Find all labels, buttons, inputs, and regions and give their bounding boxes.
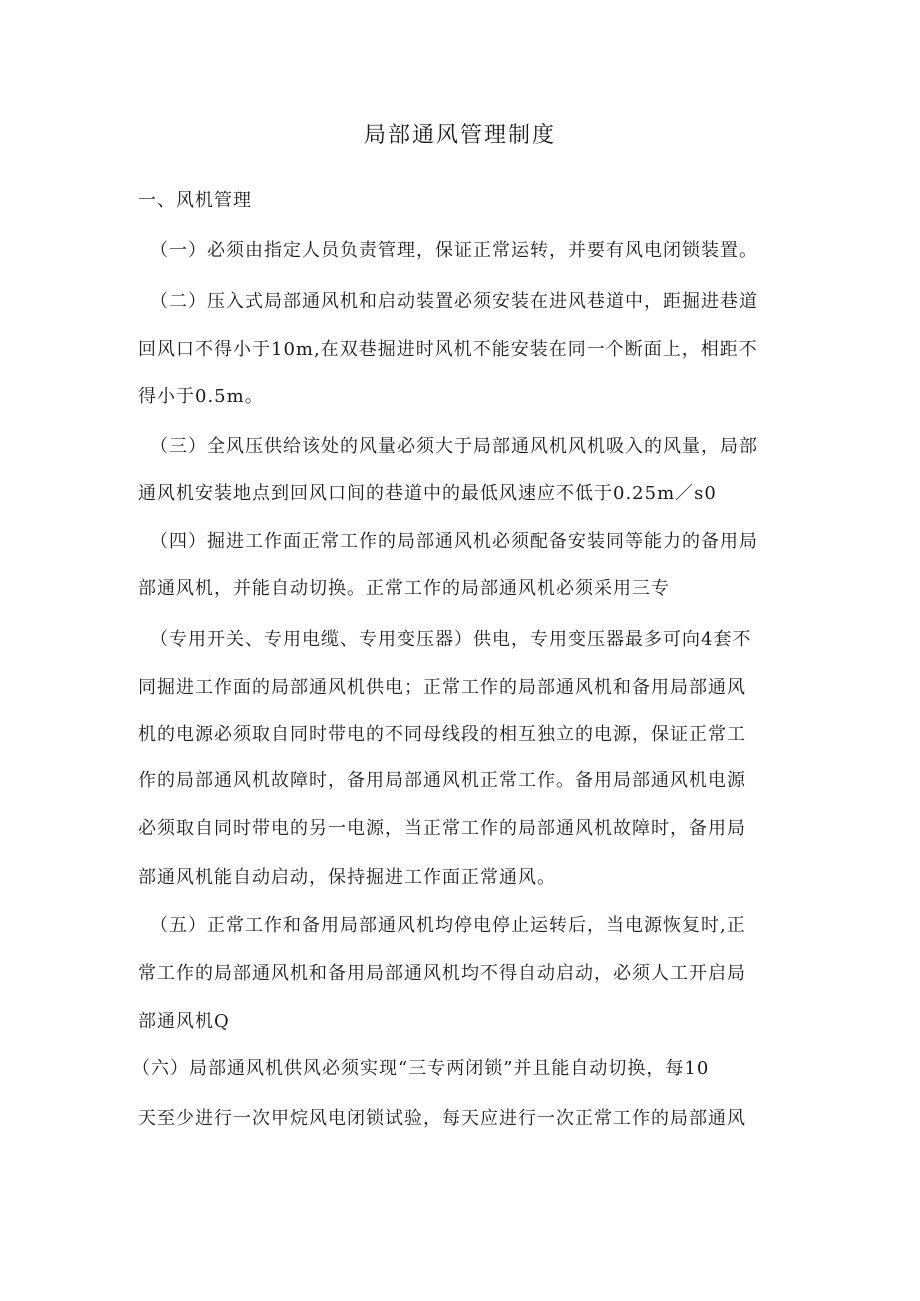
paragraph-line: 天至少进行一次甲烷风电闭锁试验，每天应进行一次正常工作的局部通风 (138, 1108, 746, 1129)
paragraph-line: （四）掘进工作面正常工作的局部通风机必须配备安装同等能力的备用局 (150, 531, 758, 552)
paragraph-line: 得小于0.5m。 (138, 386, 264, 407)
paragraph-line: （专用开关、专用电缆、专用变压器）供电，专用变压器最多可向4套不 (150, 629, 752, 650)
paragraph-line: （一）必须由指定人员负责管理，保证正常运转，并要有风电闭锁装置。 (150, 240, 758, 261)
document-title: 局部通风管理制度 (363, 123, 556, 148)
paragraph-line: 常工作的局部通风机和备用局部通风机均不得自动启动，必须人工开启局 (138, 963, 746, 984)
paragraph-line: 机的电源必须取自同时带电的不同母线段的相互独立的电源，保证正常工 (138, 724, 746, 745)
paragraph-line: （五）正常工作和备用局部通风机均停电停止运转后，当电源恢复时,正 (150, 915, 746, 936)
paragraph-line: 部通风机能自动启动，保持掘进工作面正常通风。 (138, 867, 556, 888)
paragraph-line: 部通风机Q (138, 1011, 230, 1032)
paragraph-line: 回风口不得小于10m,在双巷掘进时风机不能安装在同一个断面上，相距不 (138, 339, 758, 360)
paragraph-line: 必须取自同时带电的另一电源，当正常工作的局部通风机故障时，备用局 (138, 818, 746, 839)
paragraph-line: 同掘进工作面的局部通风机供电；正常工作的局部通风机和备用局部通风 (138, 677, 746, 698)
paragraph-line: 部通风机，并能自动切换。正常工作的局部通风机必须采用三专 (138, 578, 670, 599)
paragraph-line: （六）局部通风机供风必须实现“三专两闭锁”并且能自动切换，每10 (132, 1058, 710, 1079)
section-heading: 一、风机管理 (138, 190, 252, 211)
paragraph-line: （三）全风压供给该处的风量必须大于局部通风机风机吸入的风量，局部 (150, 436, 758, 457)
paragraph-line: 作的局部通风机故障时，备用局部通风机正常工作。备用局部通风机电源 (138, 770, 746, 791)
paragraph-line: 通风机安装地点到回风口间的巷道中的最低风速应不低于0.25m／s0 (138, 483, 717, 504)
paragraph-line: （二）压入式局部通风机和启动装置必须安装在进风巷道中，距掘进巷道 (150, 291, 758, 312)
